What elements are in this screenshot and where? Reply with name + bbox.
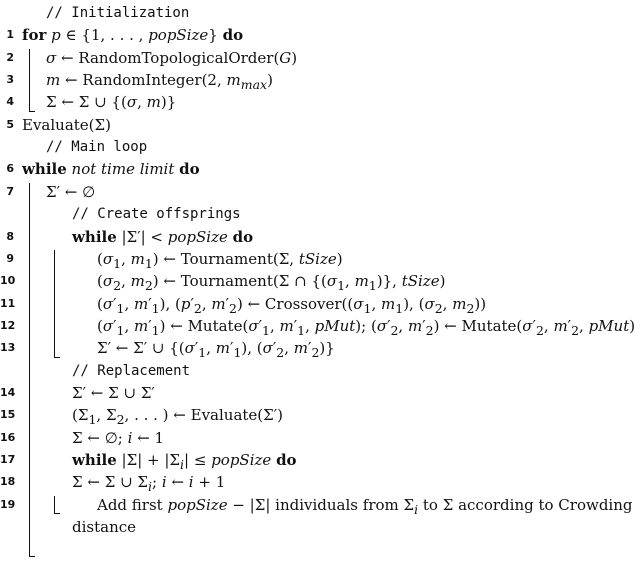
line-number: 12 [0, 318, 16, 332]
algorithm-line [0, 247, 578, 271]
algorithm-line [0, 448, 578, 472]
line-number: 2 [6, 50, 14, 64]
for-block-bar-end [29, 111, 35, 112]
line-number: 13 [0, 341, 16, 355]
replacement-while-block-bar [54, 496, 55, 513]
algorithm-line [0, 403, 578, 427]
statement-text: ($\sigma_1$, $m_1$) ← Tournament(Σ, tSize) [97, 249, 343, 271]
algorithm-line [0, 493, 633, 517]
algorithm-line [0, 381, 578, 405]
algorithm-line [0, 515, 578, 539]
statement-text: for p ∈ {1, . . . , popSize} do [22, 26, 244, 45]
while-block-bar [29, 183, 30, 556]
line-number: 11 [0, 296, 16, 310]
algorithm-line [0, 46, 578, 70]
comment-text: // Initialization [46, 5, 190, 21]
comment-text: // Replacement [72, 362, 191, 379]
statement-text: ($\sigma'_1$, $m'_1$) ← $Mutate(\sigma'_1$, $m'_1$, pMut); ($\sigma'_2$, $m'_2$) ← $Mutate(\sigma'_2$, $m'_2$, pMut) [97, 316, 635, 338]
algorithm-line [0, 68, 578, 92]
statement-text: Σ′ ← Σ′ ∪ {($\sigma'_1$, $m'_1$), ($\sigma'_2$, $m'_2$)} [97, 339, 335, 361]
statement-text: while $|\Sigma| + |\Sigma_i|$ ≤ popSize do [72, 451, 297, 472]
comment-text: // Main loop [46, 139, 148, 156]
algorithm-line [0, 23, 578, 47]
line-number: 15 [0, 408, 16, 422]
line-number: 5 [6, 117, 14, 131]
while-block-bar-end [29, 556, 35, 557]
statement-text: ($\sigma'_1$, $m'_1$), ($p'_2$, $m'_2$) ← $Crossover((\sigma_1$, $m_1$), ($\sigma_2$, $m_2$)) [97, 294, 487, 316]
algorithm-comment-line [0, 1, 578, 25]
line-number: 1 [6, 28, 14, 42]
algorithm-line [0, 225, 578, 249]
algorithm-comment-line [0, 202, 578, 226]
statement-text: Σ ← Σ ∪ {(σ, m)} [46, 93, 177, 112]
line-number: 4 [6, 95, 14, 109]
algorithm-line [0, 336, 578, 360]
algorithm-line [0, 269, 578, 293]
comment-text: // Create offsprings [72, 206, 241, 223]
algorithm-line [0, 90, 578, 114]
statement-text: σ ← RandomTopologicalOrder(G) [46, 48, 298, 67]
algorithm-comment-line [0, 135, 578, 159]
algorithm-line [0, 292, 578, 316]
line-number: 9 [6, 251, 14, 265]
algorithm-line [0, 426, 578, 450]
line-number: 16 [0, 430, 16, 444]
statement-text: Σ′ ← ∅ [46, 182, 96, 201]
statement-text: m ← RandomInteger(2, $m_{max}$) [46, 71, 273, 93]
algorithm-comment-line [0, 359, 578, 383]
statement-text: ($\sigma_2$, $m_2$) ← Tournament(Σ ∩ {($\sigma_1$, $m_1$)}, tSize) [97, 272, 446, 294]
algorithm-line [0, 157, 578, 181]
statement-text: while not time limit do [22, 160, 200, 179]
line-number: 19 [0, 497, 16, 511]
line-number: 8 [6, 229, 14, 243]
statement-text: Σ ← ∅; i ← 1 [72, 428, 165, 447]
line-number: 17 [0, 453, 16, 466]
statement-text: Σ ← Σ ∪ $\Sigma_i$; i ← i + 1 [72, 473, 226, 495]
statement-text: ($\Sigma_1$, $\Sigma_2$, . . . ) ← Evaluate(Σ′) [72, 406, 284, 428]
algorithm-line [0, 314, 635, 338]
line-number: 3 [6, 73, 14, 87]
algorithm-line [0, 180, 578, 204]
line-number: 10 [0, 274, 16, 288]
statement-text: Evaluate(Σ) [22, 115, 111, 134]
statement-text: while |Σ′| < popSize do [72, 227, 254, 246]
statement-text: Σ′ ← Σ ∪ Σ′ [72, 383, 155, 402]
inner-while-block-bar [54, 250, 55, 357]
line-number: 7 [6, 184, 14, 198]
line-number: 14 [0, 385, 16, 399]
line-number: 18 [0, 475, 16, 489]
inner-while-block-bar-end [54, 357, 60, 358]
algorithm-line [0, 470, 578, 494]
algorithm-line [0, 113, 578, 137]
statement-text: Add first popSize − |Σ| individuals from $\Sigma_i$ to Σ according to Crowding [97, 495, 633, 517]
for-block-bar [29, 49, 30, 111]
statement-text: distance [72, 518, 137, 537]
line-number: 6 [6, 162, 14, 176]
replacement-while-block-bar-end [54, 513, 60, 514]
